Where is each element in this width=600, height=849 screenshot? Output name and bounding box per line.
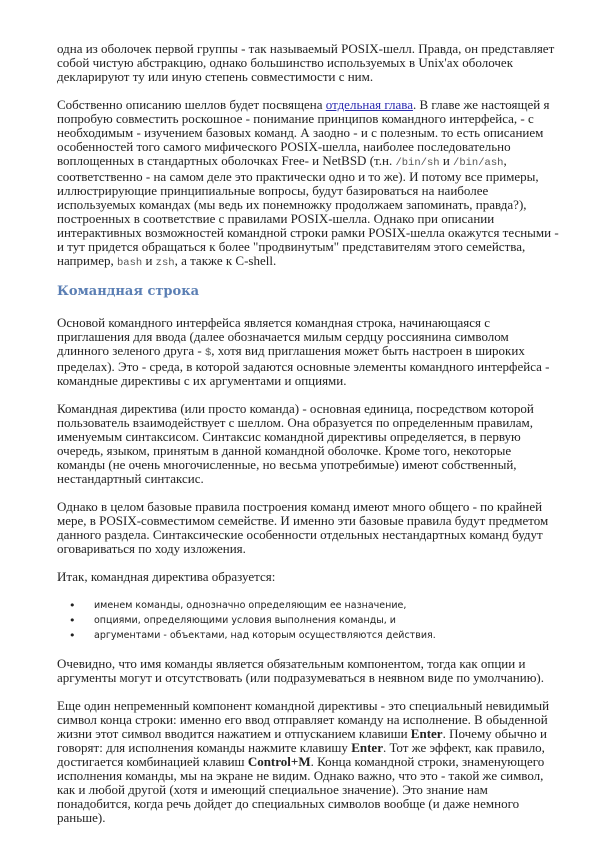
section-heading: Командная строка [57,284,200,299]
text: . Тот же эффект, как правило, достигается комбинацией клавиш [57,740,545,769]
list-item [57,628,559,643]
text: , соответственно - на самом деле это практически одно и то же). И потому все примеры, иллюстрирующие принципиальные вопросы, будут базироваться на наиболее используемых командах (мы ведь их понемножку продолжаем запоминать, правда?), построенных в соответствие с правилами POSIX-шелла. Однако при описании интерактивных возможностей командной строки рамки POSIX-шелла окажутся тесными - и тут придется обращаться к более "продвинутым" представителям этого семейства, например, [57,153,559,268]
text: Основой командного интерфейса является командная строка, начинающаяся с приглашения для ввода (далее обозначается милым сердцу россиянина символом длинного зеленого друга - [57,315,509,358]
list-item-text: именем команды, однозначно определяющим ее назначение, [94,600,407,611]
key-name: Enter [351,740,383,755]
text: . Почему обычно и говорят: для исполнения команды нажмите клавишу [57,726,547,755]
list-item [57,613,559,628]
list-item-text: аргументами - объектами, над которым осуществляются действия. [94,630,436,641]
paragraph [57,699,559,825]
paragraph [57,98,559,270]
bullet-icon: • [69,629,76,642]
paragraph: одна из оболочек первой группы - так называемый POSIX-шелл. Правда, он представляет собой чистую абстракцию, однако большинство используемых в Unix'ах оболочек декларируют ту или иную степень совместимости с ним. [57,41,555,84]
text: , хотя вид приглашения может быть настроен в широких пределах). Это - среда, в которой задаются основные элементы командного интерфейса - командные директивы с их аргументами и опциями. [57,343,550,388]
code-inline: bash [116,257,143,269]
paragraph: Итак, командная директива образуется: [57,569,276,584]
text: Собственно описанию шеллов будет посвящена [57,97,326,112]
paragraph: Очевидно, что имя команды является обязательным компонентом, тогда как опции и аргументы могут и отсутствовать (или подразумеваться в неявном виде по умолчанию). [57,656,544,685]
document-page [57,42,559,839]
code-inline: zsh [155,257,175,269]
text: Еще один непременный компонент командной директивы - это специальный невидимый символ конца строки: именно его ввод отправляет команду на исполнение. В обыденной жизни этот символ вводится нажатием и отпусканием клавиши [57,698,550,741]
text: и [142,253,156,268]
paragraph: Командная директива (или просто команда) - основная единица, посредством которой пользователь взаимодействует с шеллом. Она образуется по определенным правилам, именуемым синтаксисом. Синтаксис командной директивы определяется, в первую очередь, языком, принятым в данной командной оболочке. Кроме того, некоторые команды (не очень многочисленные, но весьма употребимые) имеют собственный, нестандартный синтаксис. [57,401,534,486]
text: и [439,153,454,168]
bullet-list [57,598,559,643]
key-combination: Control+M [247,754,311,769]
list-item-text: опциями, определяющими условия выполнения команды, и [94,615,396,626]
text: , а также к C-shell. [174,253,277,268]
bullet-icon: • [69,614,76,627]
paragraph [57,316,559,388]
text: . Конца командной строки, знаменующего исполнения команды, мы на экране не видим. Однако важно, что это - такой же символ, как и любой другой (хотя и имеющий специальное значение). Это знание нам понадобится, когда речь дойдет до специальных символов вообще (и даже немного раньше). [57,754,545,825]
chapter-link[interactable]: отдельная глава [325,97,413,112]
bullet-icon: • [69,599,76,612]
code-inline: /bin/ash [453,157,504,169]
key-name: Enter [410,726,443,741]
text: . В главе же настоящей я попробую совместить роскошное - понимание принципов командного интерфейса, - с необходимым - изучением базовых команд. А заодно - и с полезным. то есть описанием особенностей того самого мифического POSIX-шелла, наиболее последовательно воплощенных в стандартных оболочках Free- и NetBSD (т.н. [57,97,550,168]
code-inline: $ [204,347,212,359]
code-inline: /bin/sh [395,157,440,169]
list-item [57,598,559,613]
paragraph: Однако в целом базовые правила построения команд имеют много общего - по крайней мере, в POSIX-совместимом семействе. И именно эти базовые правила будут предметом данного раздела. Синтаксические особенности отдельных нестандартных команд будут оговариваться по ходу изложения. [57,499,549,556]
